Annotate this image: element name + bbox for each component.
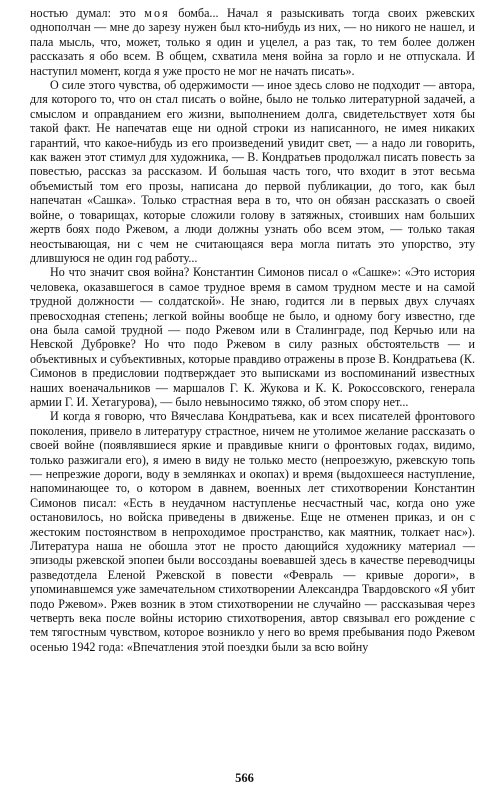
paragraph-1-after: бомба... Начал я разыскивать тогда своих ржевских однополчан — мне до зарезу нужен был кто-нибудь из них, — но никого не нашел, и пала мысль, что, может, только я один и уцелел, а раз так, то тем более должен рассказать я обо всем. В общем, схватила меня война за горло и не отпускала. И наступил момент, когда я уже просто не мог не начать писать». xyxy=(30,6,475,78)
paragraph-2: О силе этого чувства, об одержимости — иное здесь слово не подходит — автора, для которого то, что он стал писать о войне, было не только литературной задачей, а смыслом и оправданием его жизни, выполнением долга, свидетельствует хотя бы такой факт. Не напечатав еще ни одной строки из написанного, не имея никаких гарантий, что какое-нибудь из его произведений увидит свет, — а надо ли говорить, как важен этот стимул для художника, — В. Кондратьев продолжал писать повесть за повестью, рассказ за рассказом. И большая часть того, что входит в этот весьма объемистый том его прозы, написана до первой публикации, до того, как был напечатан «Сашка». Только страстная вера в то, что он обязан рассказать о своей войне, о товарищах, которые сложили голову в затяжных, стоивших нам больших жертв боях подо Ржевом, а люди должны узнать обо всем этом, — только такая неостывающая, ни с чем не считающаяся вера могла питать это упорство, эту длившуюся не один год работу... xyxy=(30,78,475,265)
paragraph-4: И когда я говорю, что Вячеслава Кондратьева, как и всех писателей фронтового поколения, привело в литературу страстное, ничем не утолимое желание рассказать о своей войне (появлявшиеся яркие и правдивые книги о фронтовых годах, видимо, только разжигали его), я имею в виду не только место (непроезжую, ржевскую топь — непрезжие дороги, воду в землянках и окопах) и время (выдохшееся наступление, напоминающее то, о котором в давнем, военных лет стихотворении Константин Симонов писал: «Есть в неудачном наступленье несчастный час, когда оно уже остановилось, но войска приведены в движенье. Еще не отменен приказ, и он с жестоким постоянством в непроходимое пространство, как маятник, толкает нас»). Литература наша не обошла этот не просто дающийся художнику материал — эпизоды ржевской эпопеи были воссозданы воевавшей здесь в качестве переводчицы разведотдела Еленой Ржевской в повести «Февраль — кривые дороги», в упоминавшемся уже замечательном стихотворении Александра Твардовского «Я убит подо Ржевом». Ржев возник в этом стихотворении не случайно — рассказывая через четверть века после войны историю стихотворения, автор связывал его рождение с тем тягостным чувством, которое возникло у него во время пребывания подо Ржевом осенью 1942 года: «Впечатления этой поездки были за всю войну xyxy=(30,409,475,654)
paragraph-1 xyxy=(30,6,475,78)
page-text-column xyxy=(30,6,475,654)
paragraph-1-before: ностью думал: это xyxy=(30,6,145,20)
page-number: 566 xyxy=(235,771,254,785)
paragraph-3: Но что значит своя война? Константин Симонов писал о «Сашке»: «Это история человека, оказавшегося в самое трудное время в самом трудном месте и на самой трудной должности — солдатской». Не знаю, годится ли в первых двух случаях превосходная степень; легкой войны вообще не было, и одному богу известно, где она была самой трудной — подо Ржевом или в Сталинграде, под Керчью или на Невской Дубровке? Но что подо Ржевом в силу разных обстоятельств — и объективных и субъективных, которые правдиво отражены в прозе В. Кондратьева (К. Симонов в предисловии подтверждает это выписками из воспоминаний известных наших военачальников — маршалов Г. К. Жукова и К. К. Рокоссовского, генерала армии Г. И. Хетагурова), — было невыносимо тяжко, об этом спору нет... xyxy=(30,265,475,409)
emphasized-word: моя xyxy=(144,6,170,20)
